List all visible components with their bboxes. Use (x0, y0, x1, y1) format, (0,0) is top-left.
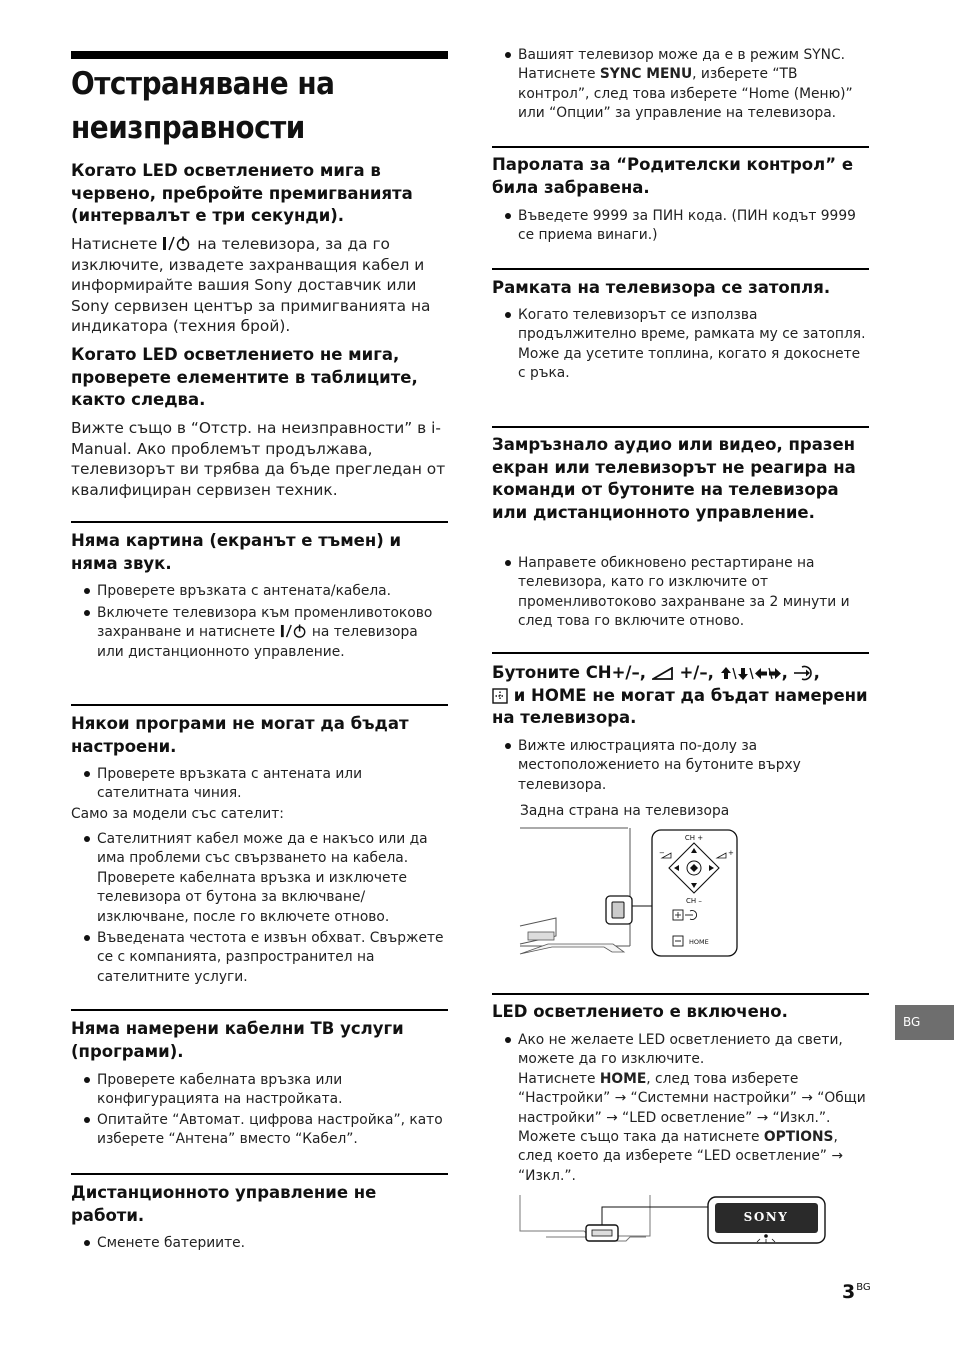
list-item: Направете обикновено рестартиране на телевизора, като го изключите от променливотоково захранване за 2 минути и след това го включите отново. (492, 554, 869, 632)
buttons-heading: Бутоните CH+/–, +/–, , , и HOME не могат да бъдат намерени на телевизора. (492, 663, 868, 727)
volume-icon (652, 667, 674, 681)
list-item: Сменете батериите. (71, 1234, 448, 1253)
list-item: Ако не желаете LED осветлението да свети, можете да го изключите. Натиснете HOME, след това изберете “Настройки” → “Системни настройки” → “Общи настройки” → “LED осветление” → “Изкл.”. Можете също така да натиснете OPTIONS, след което да изберете “LED осветление” → “Изкл.”. (492, 1031, 871, 1186)
section-divider (492, 652, 869, 654)
tv-buttons-diagram (518, 826, 743, 961)
tv-rear-outline (520, 828, 630, 954)
satellite-note: Само за модели със сателит: (71, 806, 284, 822)
section-divider (492, 993, 869, 995)
parental-heading: Паролата за “Родителски контрол” е била забравена. (492, 155, 854, 197)
page-title: Отстраняване на неизправности (71, 66, 335, 146)
led-on-heading: LED осветлението е включено. (492, 1002, 788, 1021)
arrow-keys-icon (720, 666, 782, 681)
language-tab: BG (895, 1005, 954, 1040)
led-location-diagram (518, 1193, 830, 1249)
section-divider (71, 1009, 448, 1011)
no-tune-heading: Някои програми не могат да бъдат настроени. (71, 714, 409, 756)
list-item: Опитайте “Автомат. цифрова настройка”, като изберете “Антена” вместо “Кабел”. (71, 1111, 448, 1150)
no-cable-heading: Няма намерени кабелни ТВ услуги (програми). (71, 1019, 404, 1061)
list-item: Проверете връзката с антената или сателитната чиния. (71, 765, 448, 804)
led-no-blink-body: Вижте също в “Отстр. на неизправности” в i-Manual. Ако проблемът продължава, телевизорът ви трябва да бъде прегледан от квалифициран сервизен техник. (71, 419, 446, 499)
section-divider (71, 704, 448, 706)
remote-heading: Дистанционното управление не работи. (71, 1183, 377, 1225)
list-item: Включете телевизора към променливотоково захранване и натиснете на телевизора или дистанционното управление. (71, 604, 448, 662)
list-item: Вашият телевизор може да е в режим SYNC. Натиснете SYNC MENU, изберете “ТВ контрол”, след това изберете “Home (Меню)” или “Опции” за управление на телевизора. (492, 46, 869, 124)
options-icon (492, 688, 508, 704)
led-blink-heading: Когато LED осветлението мига в червено, пребройте премигванията (интервалът е три секунди). (71, 161, 413, 225)
ch-plus-label: CH + (684, 834, 704, 842)
list-item: Въведете 9999 за ПИН кода. (ПИН кодът 9999 се приема винаги.) (492, 207, 869, 246)
section-divider (492, 146, 869, 148)
list-item: Вижте илюстрацията по-долу за местоположението на бутоните върху телевизора. (492, 737, 869, 795)
section-divider (492, 268, 869, 270)
list-item: Когато телевизорът се използва продължително време, рамката му се затопля. Може да усетите топлина, когато я докоснете с ръка. (492, 306, 869, 384)
section-divider (71, 1173, 448, 1175)
no-picture-heading: Няма картина (екранът е тъмен) и няма звук. (71, 531, 402, 573)
list-item: Проверете връзката с антената/кабела. (71, 582, 448, 601)
list-item: Въведената честота е извън обхват. Свържете се с компанията, разпространител на сателитните услуги. (71, 929, 448, 987)
power-standby-icon (162, 236, 192, 252)
led-blink-body: Натиснете на телевизора, за да го изключите, извадете захранващия кабел и информирайте вашия Sony доставчик или Sony сервизен център за примигванията на индикатора (техния брой). (71, 235, 431, 335)
home-label: HOME (689, 938, 709, 946)
ch-minus-label: CH – (686, 897, 702, 905)
section-divider (71, 521, 448, 523)
list-item: Сателитният кабел може да е накъсо или да има проблеми със свързването на кабела. Проверете кабелната връзка и изключете телевизора от бутона за включване/изключване, после го включете отново. (71, 830, 448, 927)
section-divider (492, 426, 869, 428)
frozen-heading: Замръзнало аудио или видео, празен екран или телевизорът не реагира на команди от бутоните на телевизора или дистанционното управление. (492, 435, 856, 522)
title-bar (71, 51, 448, 59)
svg-text:−: − (659, 849, 665, 857)
input-icon (794, 665, 814, 681)
frame-heading: Рамката на телевизора се затопля. (492, 278, 831, 297)
sony-logo: SONY (743, 1210, 789, 1224)
svg-text:+: + (728, 849, 734, 857)
led-no-blink-heading: Когато LED осветлението не мига, проверете елементите в таблиците, както следва. (71, 345, 418, 409)
list-item: Проверете кабелната връзка или конфигурацията на настройката. (71, 1071, 448, 1110)
page-number: $3^{BG}$ (842, 1281, 871, 1303)
diagram-caption: Задна страна на телевизора (520, 803, 730, 819)
power-standby-icon (280, 624, 308, 639)
